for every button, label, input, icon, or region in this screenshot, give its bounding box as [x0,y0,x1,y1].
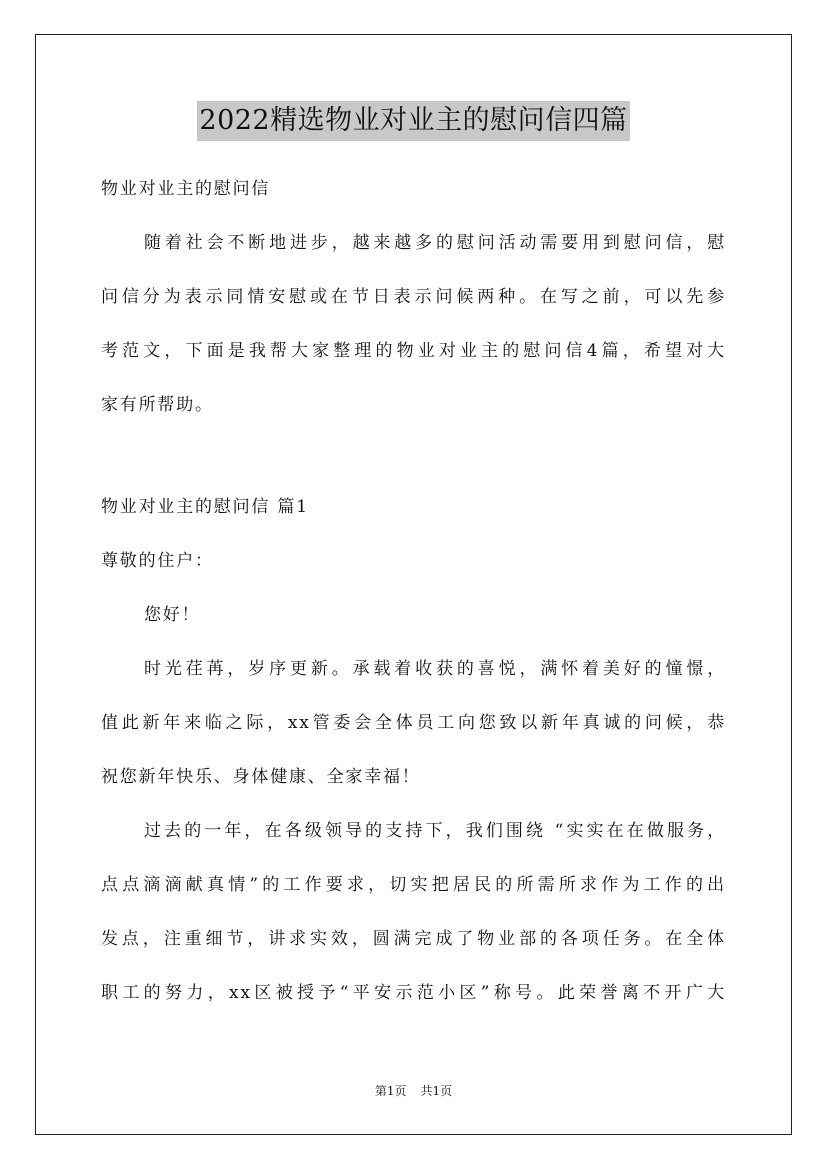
paragraph-line: 值此新年来临之际，xx管委会全体员工向您致以新年真诚的问候，恭 [101,713,726,733]
page-footer [0,1083,827,1099]
paragraph-line: 职工的努力，xx区被授予“平安示范小区”称号。此荣誉离不开广大 [101,983,726,1003]
greeting: 您好！ [144,605,201,625]
page-number: 第1页 [374,1084,407,1098]
paragraph-line: 考范文，下面是我帮大家整理的物业对业主的慰问信4篇，希望对大 [101,341,726,361]
title-container [0,101,827,141]
letter-heading: 物业对业主的慰问信 篇1 [101,497,309,517]
paragraph-line: 点点滴滴献真情”的工作要求，切实把居民的所需所求作为工作的出 [101,875,726,895]
paragraph-line: 随着社会不断地进步，越来越多的慰问活动需要用到慰问信，慰 [144,233,726,253]
page-total: 共1页 [420,1084,453,1098]
paragraph-line: 时光荏苒，岁序更新。承载着收获的喜悦，满怀着美好的憧憬， [144,659,726,679]
paragraph-line: 问信分为表示同情安慰或在节日表示问候两种。在写之前，可以先参 [101,287,726,307]
salutation: 尊敬的住户： [101,551,214,571]
paragraph-line: 过去的一年，在各级领导的支持下，我们围绕 “实实在在做服务， [144,821,726,841]
paragraph-line: 家有所帮助。 [101,395,214,415]
paragraph-gap [101,432,726,480]
document-title: 2022精选物业对业主的慰问信四篇 [197,101,629,141]
paragraph-line: 发点，注重细节，讲求实效，圆满完成了物业部的各项任务。在全体 [101,929,726,949]
document-body [101,162,726,1020]
paragraph-line: 祝您新年快乐、身体健康、全家幸福！ [101,767,421,787]
section-heading: 物业对业主的慰问信 [101,179,271,199]
